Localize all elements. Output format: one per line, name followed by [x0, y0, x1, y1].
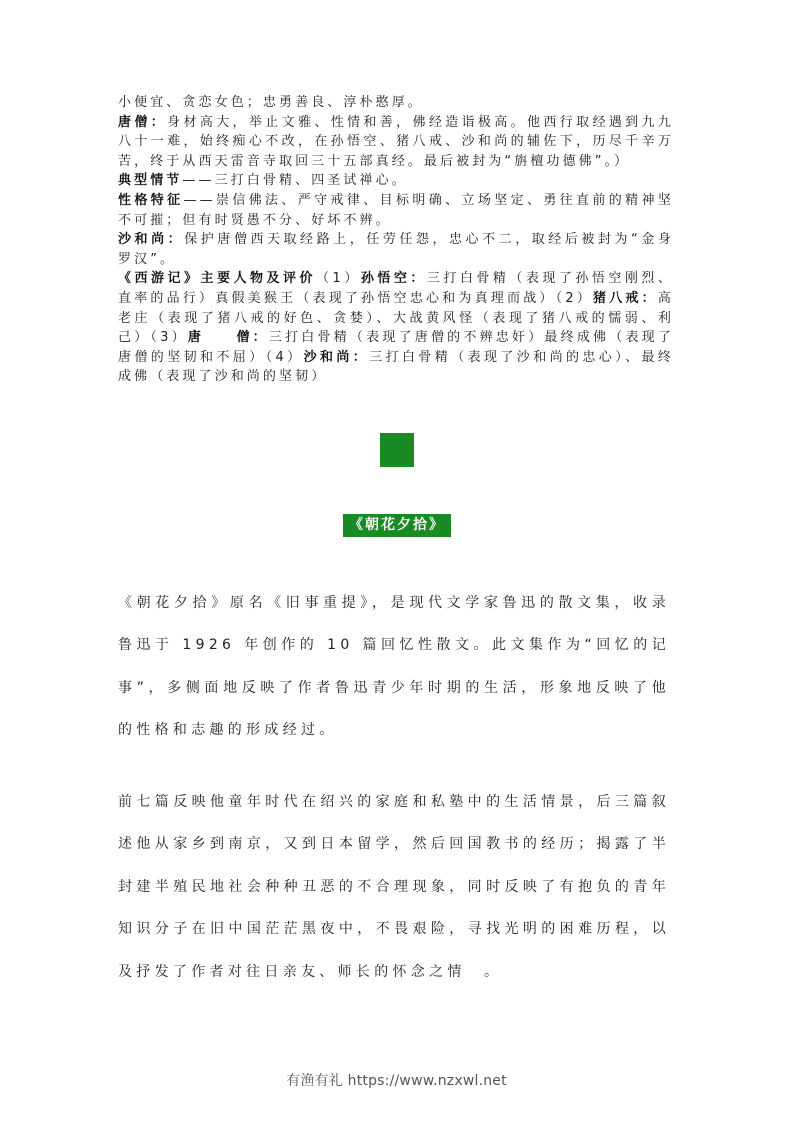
- note-typical-plot: 典型情节——三打白骨精、四圣试禅心。: [118, 173, 408, 189]
- paragraph-text: 《朝花夕拾》原名《旧事重提》，是现代文学家鲁迅的散文集，收录鲁迅于 1926 年创作的 10 篇回忆性散文。此文集作为“回忆的记事”，多侧面地反映了作者鲁迅青少年时期的生活，形象地反映了他的性格和志趣的形成经过。: [118, 595, 670, 739]
- note-label: 唐僧：: [118, 114, 168, 130]
- summary-title: 《西游记》主要人物及评价: [118, 271, 317, 287]
- body-paragraph-1: [118, 582, 670, 752]
- note-line-0: 小便宜、贪恋女色；忠勇善良、淳朴憨厚。: [118, 95, 424, 110]
- note-label: 沙和尚：: [118, 232, 185, 248]
- body-paragraph-2: [118, 781, 670, 993]
- characters-summary: 《西游记》主要人物及评价（1）孙悟空：三打白骨精（表现了孙悟空刚烈、直率的品行）真假美猴王（表现了孙悟空忠心和为真理而战）（2）猪八戒：高老庄（表现了猪八戒的好色、贪婪）、大战黄风怪（表现了猪八戒的懦弱、利己）（3）唐 僧：三打白骨精（表现了唐僧的不辨忠奸）最终成佛（表现了唐僧的坚韧和不屈）（4）沙和尚：三打白骨精（表现了沙和尚的忠心）、最终成佛（表现了沙和尚的坚韧）: [118, 271, 675, 385]
- journey-west-notes: [118, 93, 674, 387]
- note-shaheshang: 沙和尚：保护唐僧西天取经路上，任劳任怨，忠心不二，取经后被封为“金身罗汉”。: [118, 232, 674, 267]
- character-name: 猪八戒：: [593, 290, 658, 306]
- note-label: 典型情节: [118, 173, 183, 189]
- character-name: 沙和尚：: [303, 349, 370, 365]
- section-heading: 《朝花夕拾》: [343, 514, 451, 537]
- note-tangseng: 唐僧：身材高大，举止文雅、性情和善，佛经造诣极高。他西行取经遇到九九八十一难，始终痴心不改，在孙悟空、猪八戒、沙和尚的辅佐下，历尽千辛万苦，终于从西天雷音寺取回三十五部真经。最后被封为“旃檀功德佛”。）: [118, 114, 674, 169]
- note-label: 性格特征: [118, 192, 184, 208]
- footer-watermark: 有渔有礼 https://www.nzxwl.net: [286, 1073, 507, 1089]
- character-name: 唐 僧：: [187, 330, 269, 346]
- green-square-decoration: [380, 433, 414, 467]
- character-name: 孙悟空：: [360, 271, 427, 287]
- paragraph-text: 前七篇反映他童年时代在绍兴的家庭和私塾中的生活情景，后三篇叙述他从家乡到南京，又到日本留学，然后回国教书的经历；揭露了半封建半殖民地社会种种丑恶的不合理现象，同时反映了有抱负的青年知识分子在旧中国茫茫黑夜中，不畏艰险，寻找光明的困难历程，以及抒发了作者对往日亲友、师长的怀念之情 。: [118, 794, 670, 980]
- note-character-traits: 性格特征——崇信佛法、严守戒律、目标明确、立场坚定、勇往直前的精神坚不可摧；但有时贤愚不分、好坏不辨。: [118, 192, 674, 228]
